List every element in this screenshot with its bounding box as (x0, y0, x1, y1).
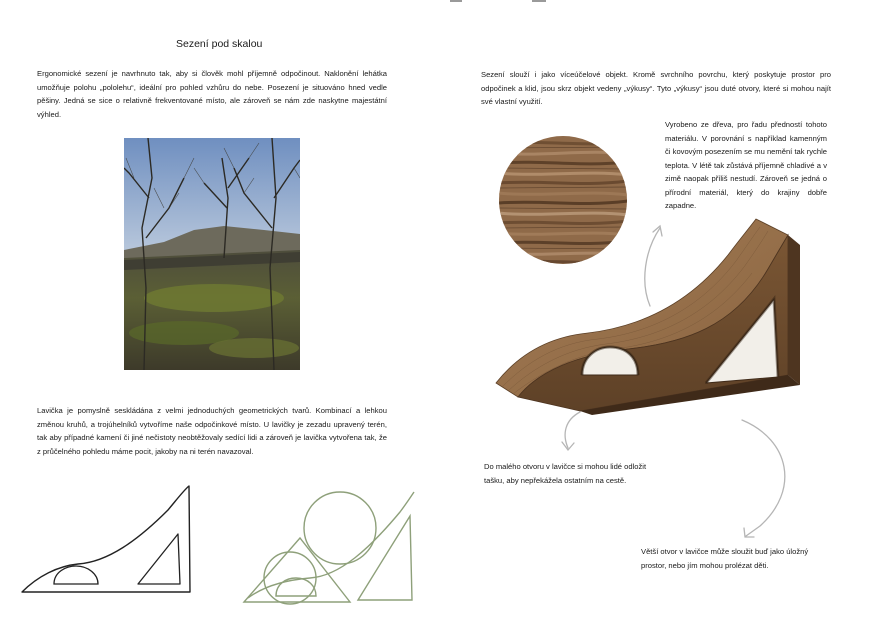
purpose-paragraph: Sezení slouží i jako víceúčelové objekt. Kromě svrchního povrchu, který poskytuje prostor pro odpočinek a klid, jsou skrz objekt vedeny „výkusy“. Tyto „výkusy“ jsou duté otvory, které si mohou najít své vlastní využití. (481, 70, 831, 106)
top-edge-marks (450, 0, 550, 6)
big-hole-paragraph: Větší otvor v lavičce může sloužit buď jako úložný prostor, nebo jím mohou prolézat děti. (641, 547, 809, 570)
page-title: Sezení pod skalou (176, 38, 263, 50)
geometry-paragraph: Lavička je pomyslně seskládána z velmi jednoduchých geometrických tvarů. Kombinací a lehkou změnou kruhů, a trojúhelníků vytvoříme naše odpočinkové místo. U lavičky je zezadu upravený terén, tak aby případné kamení či jiné nečistoty neobtěžovaly sedící lidi a zároveň je lavička vytvořena tak, že z průčelného pohledu máme pocit, jakoby na ni terén navazoval. (37, 406, 387, 456)
intro-paragraph: Ergonomické sezení je navrhnuto tak, aby si člověk mohl příjemně odpočinout. Naklonění lehátka umožňuje polohu „pololehu“, ideální pro pohled vzhůru do nebe. Posezení je situováno hned vedle pěšiny. Jedná se sice o relativně frekventované místo, ale zároveň se nám zde naskytne majestátní výhled. (37, 69, 387, 119)
wood-material-paragraph: Vyrobeno ze dřeva, pro řadu předností tohoto materiálu. V porovnání s například kamenným či kovovým posezením se mu nemění tak rychle teplota. V létě tak zůstává příjemně chladivé a v zimě naopak příliš nestudí. Zároveň se jedná o přírodní materiál, který do krajiny dobře zapadne. (665, 120, 827, 210)
bench-outline-sketch (18, 480, 198, 600)
small-hole-paragraph: Do malého otvoru v lavičce si mohou lidé odložit tašku, aby nepřekážela ostatním na cestě. (484, 462, 647, 485)
bench-geometry-sketch (240, 468, 440, 608)
forest-rock-photo (124, 138, 300, 370)
wooden-bench-3d (488, 215, 808, 415)
